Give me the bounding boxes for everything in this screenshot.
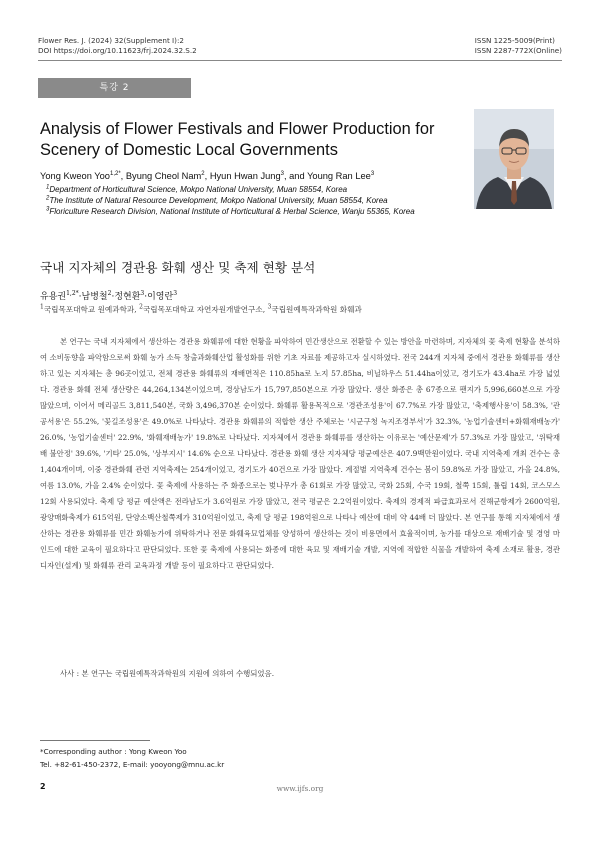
korean-author-mark: 3 [140, 290, 145, 297]
contact-info[interactable]: Tel. +82-61-450-2372, E-mail: yooyong@mnu.ac.kr [40, 759, 225, 769]
affiliation-number: 2 [46, 195, 50, 202]
korean-affiliation-number: 3 [267, 303, 272, 311]
abstract-body: 본 연구는 국내 지자체에서 생산하는 경관용 화훼류에 대한 현황을 파악하여 민간생산으로 전환할 수 있는 방안을 마련하며, 지자체의 꽃 축제 현황을 분석하여 소비동향을 파악함으로써 화훼 농가 소득 창출과화훼산업 활성화를 위한 기초 자료를 제공하고자 실시하였다. 전국 244개 지자체 중에서 경관용 화훼류를 생산하고 있는 지자체는 총 96곳이었고, 전체 경관용 화훼류의 재배면적은 110.85ha로 노지 57.85ha, 비닐하우스 51.44ha이었고, 경기도가 43.4ha로 가장 넓었다. 경관용 화훼 전체 생산량은 44,264,134본이었으며, 경상남도가 15,797,850본으로 가장 많았다. 생산 화종은 총 67종으로 팬지가 5,996,660본으로 가장 많았으며, 이어서 메리골드 3,811,540본, 국화 3,496,370본 순이었다. 화훼류 활용목적으로 '경관조성용'이 67.7%로 가장 많았고, '축제행사용'이 58.3%, '관공서용'은 55.2%, '꽃길조성용'은 49.0%로 나타났다. 경관용 화훼류의 적합한 생산 주체로는 '시군구청 녹지조경부서'가 32.3%, '농업기술센터+화훼재배농가' 26.0%, '농업기술센터' 22.9%, '화훼재배농가' 19.8%로 나타났다. 지자체에서 경관용 화훼류를 생산하는 이유로는 '예산문제'가 57.3%로 가장 많았고, '위탁재배 불안정' 39.6%, '기타' 25.0%, '상부지시' 14.6% 순으로 나타났다. 경관용 화훼 생산 지자체당 평균예산은 407.9백만원이었다. 국내 지역축제 개최 건수는 총 1,404개이며, 이중 경관화훼 관련 지역축제는 254개이었고, 경기도가 40건으로 가장 많았다. 계절별 지역축제 건수는 봄이 59.8%로 가장 많았고, 가을 24.8%, 여름 13.0%, 가을 2.4% 순이었다. 꽃 축제에 사용하는 주 화종으로는 벚나무가 총 61회로 가장 많았고, 국화 25회, 수국 19회, 철쭉 15회, 튤립 14회, 코스모스 12회 사용되었다. 축제 당 평균 예산액은 전라남도가 3.6억원로 가장 많았고, 전국 평균은 2.2억원이었다. 축제의 경제적 파급효과로서 진해군항제가 2600억원, 광양매화축제가 615억원, 단양소백산철쭉제가 310억원이었고, 축제 당 평균 198억원으로 나타나 예산에 대비 약 44배 더 많았다. 본 연구를 통해 지자체에서 생산하는 경관용 화훼류를 민간 화훼농가에 위탁하거나 전문 화훼육묘업체를 양성하여 생산하는 것이 비용면에서 효율적이며, 농가를 대상으로 재배기술 및 경영 마인드에 대한 교육이 필요하다고 판단되었다. 또한 꽃 축제에 사용되는 화종에 대한 육묘 및 재배기술 개발, 지역에 적합한 식물을 개발하여 축제 소재로 활용, 경관 디자인(설계) 및 화훼류 관리 교육과정 개발 등이 필요하다고 판단되었다. [40, 337, 560, 570]
korean-affiliation-text: 국립원예특작과학원 화훼과 [271, 305, 362, 314]
korean-author-name: 이영란 [147, 292, 174, 302]
author-affiliation-mark: 2 [201, 170, 205, 177]
author-list: Yong Kweon Yoo$^{1,2*}$, Byung Cheol Nam$^2$, Hyun Hwan Jung$^3$, and Young Ran Lee$^3$ [40, 170, 375, 181]
footnote [40, 746, 224, 771]
issn-online: ISSN 2287-772X(Online) [474, 46, 562, 55]
korean-author-name: 유용권 [40, 292, 67, 302]
journal-header [38, 36, 197, 56]
acknowledgement: 사사 : 본 연구는 국립원예특작과학원의 지원에 의하여 수행되었음. [60, 669, 275, 678]
lecture-tag: 특강 2 [38, 78, 191, 98]
doi-link[interactable]: DOI https://doi.org/10.11623/frj.2024.32.S.2 [38, 46, 197, 55]
affiliation-number: 3 [46, 206, 50, 213]
affiliation-number: 1 [46, 184, 50, 191]
korean-affiliation-list [40, 304, 362, 315]
paper-title: Analysis of Flower Festivals and Flower Production for Scenery of Domestic Local Governments [40, 120, 435, 159]
korean-author-mark: 1,2* [66, 290, 79, 297]
korean-affiliation-number: 1 [40, 303, 44, 311]
page-number: 2 [40, 782, 46, 791]
korean-title: 국내 지자체의 경관용 화훼 생산 및 축제 현황 분석 [40, 260, 316, 275]
korean-affiliation-text: 국립목포대학교 원예과학과, [43, 305, 140, 314]
affiliation-item [46, 184, 436, 195]
affiliation-item [46, 206, 436, 217]
author-affiliation-mark: 1,2* [109, 170, 121, 177]
journal-website[interactable]: www.ijfs.org [276, 784, 324, 793]
issn-block [475, 36, 562, 56]
issn-print: ISSN 1225-5009(Print) [474, 36, 555, 45]
author-photo [474, 109, 554, 209]
author-portrait-image [474, 109, 554, 209]
korean-author-name: 정현환 [114, 292, 141, 302]
author-affiliation-mark: 3 [370, 170, 375, 177]
header-divider [38, 60, 562, 61]
author-affiliation-mark: 3 [280, 170, 284, 177]
korean-author-mark: 2 [107, 290, 112, 297]
affiliation-text: Department of Horticultural Science, Mokpo National University, Muan 58554, Korea [49, 185, 348, 194]
korean-affiliation-text: 국립목포대학교 자연자원개발연구소, [142, 305, 268, 314]
footnote-divider [40, 740, 150, 741]
author-name: Hyun Hwan Jung [209, 171, 281, 181]
affiliation-text: Floriculture Research Division, National Institute of Horticultural & Herbal Science, Wanju 55365, Korea [49, 207, 415, 217]
affiliation-list [46, 184, 436, 218]
corresponding-author: *Corresponding author : Yong Kweon Yoo [40, 747, 187, 756]
journal-citation: Flower Res. J. (2024) 32(Supplement Ⅰ):2 [38, 36, 184, 45]
affiliation-text: The Institute of Natural Resource Development, Mokpo National University, Muan 58554, Korea [49, 196, 388, 206]
korean-author-list: 유용권$^{1,2*}$·남병철$^2$·정현환$^3$·이영란$^3$ [40, 290, 178, 302]
author-name: Young Ran Lee [307, 171, 371, 181]
author-name: Yong Kweon Yoo [40, 171, 110, 181]
korean-author-mark: 3 [173, 290, 178, 297]
affiliation-item [46, 195, 436, 206]
korean-author-name: 남병철 [81, 292, 108, 302]
korean-affiliation-number: 2 [139, 303, 143, 311]
author-name: Byung Cheol Nam [125, 171, 202, 181]
